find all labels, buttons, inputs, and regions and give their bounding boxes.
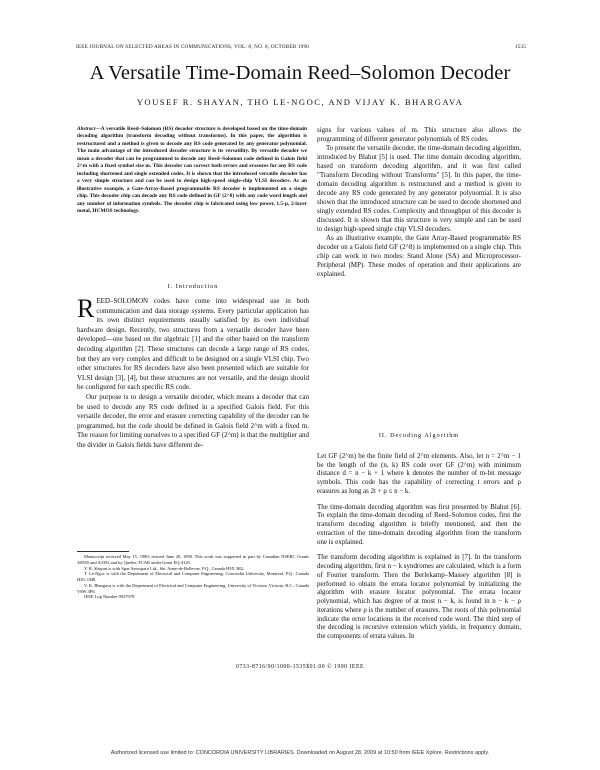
right-paragraph-4: The time-domain decoding algorithm was first presented by Blahut [6]. To explain the time-domain decoding of Reed–Solomon codes, first the transform decoding algorithm is briefly mentioned, and then the extraction of the time-domain decoding algorithm from the transform one is explained. xyxy=(317,502,521,546)
author-list: YOUSEF R. SHAYAN, THO LE-NGOC, AND VIJAY K. BHARGAVA xyxy=(136,97,464,107)
right-paragraph-3: Let GF (2^m) be the finite field of 2^m elements. Also, let n = 2^m − 1 be the length of the (n, k) RS code over GF (2^m) with minimum distance d = n − k + 1 where k denotes the number of m-bit message symbols. This code has the capability of correcting t errors and ρ erasures as long as 2t + ρ ≤ n − k. xyxy=(317,451,521,495)
footnote-rule xyxy=(77,551,129,552)
running-header xyxy=(76,44,526,50)
right-column-bottom xyxy=(317,445,521,648)
footnote-author-3: V. K. Bhargava is with the Department of Electrical and Computer Engineering, University of Victoria, Victoria, B.C., Canada V8W 3P6. xyxy=(77,582,309,594)
intro-paragraph-2: Our purpose is to design a versatile decoder, which means a decoder that can be used to decode any RS code defined in a specified Galois field. For this versatile decoder, the error and erasure correcting capability of the decoder can be programmed, but the code should be defined in Galois field 2^m with a fixed m. The reason for limiting ourselves to a specified GF (2^m) is that the multiplier and the divider in Galois fields have different de- xyxy=(77,392,309,449)
drop-cap: R xyxy=(77,294,95,323)
footnotes xyxy=(77,554,309,600)
introduction-body xyxy=(77,294,309,451)
copyright-line: 0733-8716/90/1000-1535$01.00 © 1990 IEEE xyxy=(235,664,365,670)
abstract-text: —A versatile Reed–Solomon (RS) decoder structure is developed based on the time-domain decoding algorithm (transform decoding without transforms). In this paper, the algorithm is restructured and a method is given to decode any RS code generated by any generator polynomial. The main advantage of the introduced decoder structure is its versatility. By versatile decoder we mean a decoder that can be programmed to decode any Reed–Solomon code defined in Galois field 2^m with a fixed symbol size m. This decoder can correct both errors and erasures for any RS code including shortened and single extended codes. It is shown that the introduced versatile decoder has a very simple structure and can be used to design high-speed single-chip VLSI decoders. As an illustrative example, a Gate-Array-Based programmable RS decoder is implemented on a single chip. This decoder chip can decode any RS code defined in GF (2^8) with any code word length and any number of information symbols. The decoder chip is fabricated using low power, 1.5-μ, 2-layer metal, HCMOS technology. xyxy=(77,126,307,214)
paper-title: A Versatile Time-Domain Reed–Solomon Decoder xyxy=(89,62,511,84)
intro-paragraph-1: EED–SOLOMON codes have come into widespread use in both communication and data storage systems. Every particular application has its own distinct requirements usually satisfied by its own individual hardware design. Recently, two structures from a versatile decoder have been developed—one based on the algebraic [1] and the other based on the transform decoding algorithm [2]. These structures can decode a large range of RS codes, but they are very complex and difficult to be designed on a single VLSI chip. Two other structures for RS decoders have also been presented which are suitable for VLSI design [3], [4], but these structures are not versatile, and the design should be configured for each specific RS code. xyxy=(77,297,309,392)
right-column-top xyxy=(317,126,521,279)
section-heading-decoding-algorithm: II. Decoding Algorithm xyxy=(378,432,460,439)
running-head: IEEE JOURNAL ON SELECTED AREAS IN COMMUNICATIONS, VOL. 8, NO. 8, OCTOBER 1990 xyxy=(76,44,310,50)
footnote-log-number: IEEE Log Number 9037979. xyxy=(84,594,136,600)
download-notice: Authorized licensed use limited to: CONCORDIA UNIVERSITY LIBRARIES. Downloaded on August 28, 2009 at 10:50 from IEEE Xplore. Restrictions apply. xyxy=(110,750,490,756)
footnote-author-1: Y. R. Shayan is with Spar Aerospace Ltd., Ste. Anne-de-Bellevue, P.Q., Canada H9X 3R2. xyxy=(84,565,245,571)
right-paragraph-5: The transform decoding algorithm is explained in [7]. In the transform decoding algorithm, first n − k syndromes are calculated, which is a form of Fourier transform. Then the Berlekamp–Massey algorithm [8] is performed to obtain the errata locator polynomial by initializing the algorithm with erasure locator polynomial. The errata locator polynomial, which has degree of at most n − k, is found in n − k − ρ iterations where ρ is the number of erasures. The roots of this polynomial indicate the error locations in the received code word. The third step of the decoding is recursive extension which yields, in frequency domain, the components of errata values. In xyxy=(317,553,521,641)
page-number: 1535 xyxy=(514,44,526,50)
right-paragraph-0: signs for various values of m. This structure also allows the programming of different generator polynomials of RS codes. xyxy=(317,126,521,143)
section-heading-introduction: I. Introduction xyxy=(167,283,219,290)
right-paragraph-1: To present the versatile decoder, the time-domain decoding algorithm, introduced by Blahut [5] is used. The time domain decoding algorithm, based on transform decoding algorithm, and it was first called "Transform Decoding without Transforms" [5]. In this paper, the time-domain decoding algorithm is restructured and a method is given to decode any RS code generated by any generator polynomial. It is also shown that the introduced structure can be used to decode shortened and singly extended RS codes. Complexity and throughput of this decoder is discussed. It is shown that this structure is very simple and can be used to design high-speed single chip VLSI decoders. xyxy=(317,144,521,233)
abstract xyxy=(77,126,307,215)
footnote-manuscript: Manuscript received May 15, 1989; revised June 20, 1990. This work was supported in part by Canadian NSERC Grants A8505 and A3392 and by Quebec FCAR under Grant EQ-4120. xyxy=(77,554,309,565)
footnote-author-2: T. Le-Ngoc is with the Department of Electrical and Computer Engineering, Concordia University, Montreal, P.Q., Canada H3G 1M8. xyxy=(77,571,309,582)
abstract-lead: Abstract xyxy=(77,126,96,132)
right-paragraph-2: As an illustrative example, the Gate Array-Based programmable RS decoder on a Galois field GF (2^8) is implemented on a single chip. This chip can work in two modes: Stand Alone (SA) and Microprocessor-Peripheral (MP). These modes of operation and their applications are explained. xyxy=(317,234,521,278)
